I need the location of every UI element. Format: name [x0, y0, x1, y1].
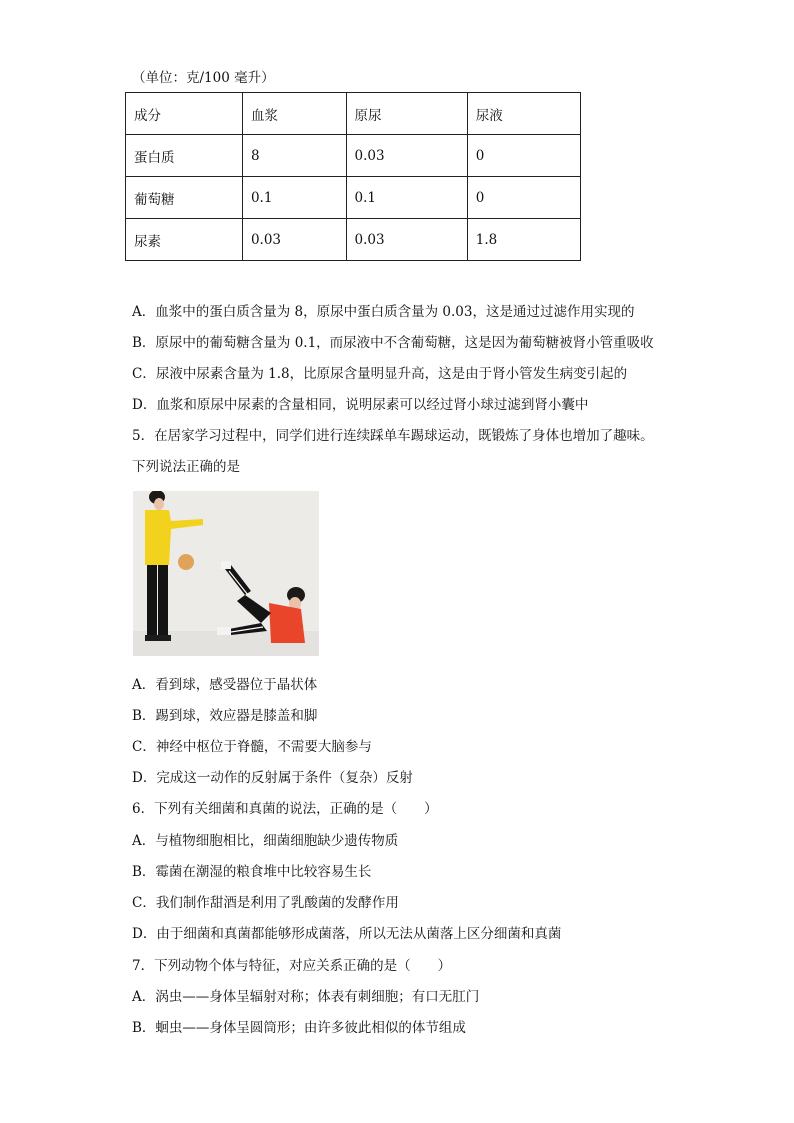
q5-option-b: B．踢到球，效应器是膝盖和脚	[132, 708, 318, 724]
table-cell: 蛋白质	[126, 135, 243, 177]
header-cell: 尿液	[467, 93, 580, 135]
table-cell: 0.03	[242, 219, 346, 261]
q6-option-c: C．我们制作甜酒是利用了乳酸菌的发酵作用	[132, 895, 399, 911]
q7-option-b: B．蛔虫——身体呈圆筒形；由许多彼此相似的体节组成	[132, 1020, 466, 1036]
exercise-photo	[133, 491, 319, 656]
table-cell: 0.1	[242, 177, 346, 219]
q5-option-a: A．看到球，感受器位于晶状体	[132, 677, 318, 693]
ball-icon	[178, 554, 194, 570]
composition-table	[125, 92, 581, 261]
table-row	[126, 135, 581, 177]
table-cell: 葡萄糖	[126, 177, 243, 219]
table-header-row	[126, 93, 581, 135]
table-row	[126, 219, 581, 261]
table-row	[126, 177, 581, 219]
q6-stem: 6．下列有关细菌和真菌的说法，正确的是（ ）	[132, 801, 438, 817]
q5-stem-line2: 下列说法正确的是	[132, 459, 240, 475]
exercise-illustration	[133, 491, 319, 656]
q6-option-d: D．由于细菌和真菌都能够形成菌落，所以无法从菌落上区分细菌和真菌	[132, 926, 562, 942]
table-cell: 0	[467, 177, 580, 219]
header-cell: 成分	[126, 93, 243, 135]
table-cell: 0.03	[346, 135, 467, 177]
q4-option-d: D．血浆和原尿中尿素的含量相同，说明尿素可以经过肾小球过滤到肾小囊中	[132, 397, 589, 413]
q4-option-c: C．尿液中尿素含量为 1.8，比原尿含量明显升高，这是由于肾小管发生病变引起的	[132, 366, 628, 382]
table-cell: 0.1	[346, 177, 467, 219]
q6-option-a: A．与植物细胞相比，细菌细胞缺少遗传物质	[132, 833, 399, 849]
q7-option-a: A．涡虫——身体呈辐射对称；体表有刺细胞；有口无肛门	[132, 989, 480, 1005]
q6-option-b: B．霉菌在潮湿的粮食堆中比较容易生长	[132, 864, 372, 880]
q7-stem: 7．下列动物个体与特征，对应关系正确的是（ ）	[132, 958, 452, 974]
table-cell: 8	[242, 135, 346, 177]
q5-stem-line1: 5．在居家学习过程中，同学们进行连续踩单车踢球运动，既锻炼了身体也增加了趣味。	[132, 428, 654, 444]
table-unit-label: （单位：克/100 毫升）	[132, 70, 275, 86]
table-cell: 0.03	[346, 219, 467, 261]
q4-option-b: B．原尿中的葡萄糖含量为 0.1，而尿液中不含葡萄糖，这是因为葡萄糖被肾小管重吸收	[132, 335, 654, 351]
table-cell: 1.8	[467, 219, 580, 261]
q5-option-d: D．完成这一动作的反射属于条件（复杂）反射	[132, 770, 413, 786]
q5-option-c: C．神经中枢位于脊髓，不需要大脑参与	[132, 739, 372, 755]
table-cell: 尿素	[126, 219, 243, 261]
header-cell: 原尿	[346, 93, 467, 135]
table-cell: 0	[467, 135, 580, 177]
q4-option-a: A．血浆中的蛋白质含量为 8，原尿中蛋白质含量为 0.03，这是通过过滤作用实现的	[132, 304, 635, 320]
header-cell: 血浆	[242, 93, 346, 135]
